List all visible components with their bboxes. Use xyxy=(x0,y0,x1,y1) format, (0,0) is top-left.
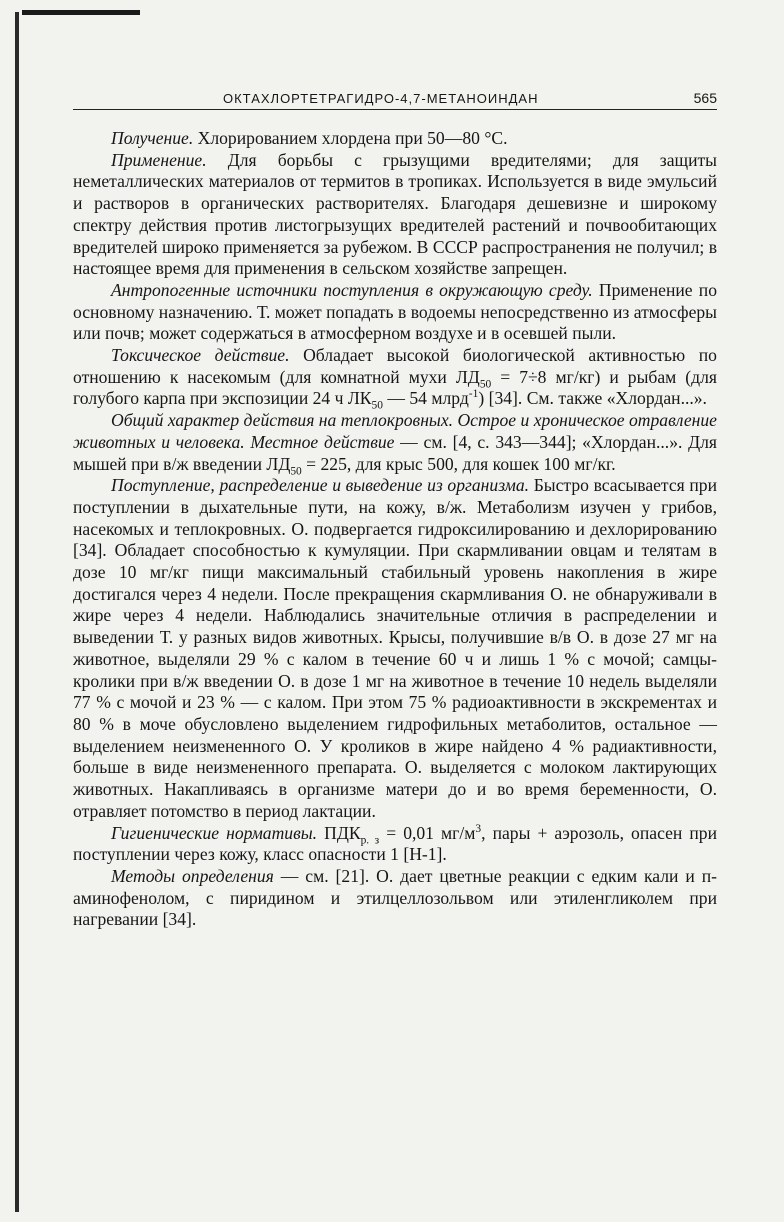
running-title: ОКТАХЛОРТЕТРАГИДРО-4,7-МЕТАНОИНДАН xyxy=(223,91,539,106)
page-binding-edge xyxy=(15,12,19,1212)
book-page xyxy=(73,90,717,931)
paragraph-anthropogenic-sources: Антропогенные источники поступления в окружающую среду. Применение по основному назначению. Т. может попадать в водоемы непосредственно из атмосферы или почв; может содержаться в атмосферном воздухе и в осевшей пыли. xyxy=(73,279,718,344)
paragraph-hygiene-norms: Гигиенические нормативы. $ПДК_{р. з} = 0,01$ $мг/м^3$, пары + аэрозоль, опасен при поступлении через кожу, класс опасности 1 [Н-1]. xyxy=(73,822,717,865)
section-heading: Общий характер действия на теплокровных. Острое и хроническое отравление животных и человека. Местное действие xyxy=(73,410,717,452)
section-heading: Поступление, распределение и выведение из организма. xyxy=(111,475,530,496)
scan-edge-mark xyxy=(22,10,140,15)
section-heading: Антропогенные источники поступления в окружающую среду. xyxy=(111,279,593,300)
paragraph-methods: Методы определения — см. [21]. О. дает цветные реакции с едким кали и п-аминофенолом, с пиридином и этилцеллозольвом или этиленгликолем при нагревании [34]. xyxy=(73,865,717,930)
paragraph-general-character: Общий характер действия на теплокровных. Острое и хроническое отравление животных и человека. Местное действие — см. [4, с. 343—344]; «Хлордан...». Для мышей при в/ж введении $ЛД_{50} = 225$, для крыс 500, для кошек 100 мг/кг. xyxy=(73,410,717,478)
section-heading: Применение. xyxy=(111,149,207,170)
page-number: 565 xyxy=(693,90,717,106)
paragraph-distribution: Поступление, распределение и выведение из организма. Быстро всасывается при поступлении в дыхательные пути, на кожу, в/ж. Метаболизм изучен у грибов, насекомых и теплокровных. О. подвергается гидроксилированию и дехлорированию [34]. Обладает способностью к кумуляции. При скармливании овцам и телятам в дозе 10 мг/кг пищи максимальный стабильный уровень накопления в жире достигался через 4 недели. После прекращения скармливания О. не обнаруживали в жире через 4 недели. Наблюдались значительные отличия в распределении и выведении Т. у разных видов животных. Крысы, получившие в/в О. в дозе 27 мг на животное, выделяли 29 % с калом в течение 60 ч и лишь 1 % с мочой; самцы-кролики при в/ж введении О. в дозе 1 мг на животное в течение 10 недель выделяли 77 % с мочой и 23 % — с калом. При этом 75 % радиоактивности в экскрементах и 80 % в моче обусловлено выделением гидрофильных метаболитов, остальное — выделением неизмененного О. У кроликов в жире найдено 4 % радиактивности, больше в виде неизмененного препарата. О. выделяется с молоком лактирующих животных. Накапливаясь в организме матери до и во время беременности, О. отравляет потомство в период лактации. xyxy=(73,475,718,821)
paragraph-production: Получение. Хлорированием хлордена при 50—80 °С. xyxy=(111,128,508,148)
paragraph-toxic-action: Токсическое действие. Обладает высокой биологической активностью по отношению к насекомым (для комнатной мухи $ЛД_{50} = 7\div 8$ мг/кг) и рыбам (для голубого карпа при экспозиции 24 ч $ЛК_{50}$ — 54 млрд$^{-1}$) [34]. См. также «Хлордан...». xyxy=(73,345,717,412)
paragraph-application: Применение. Для борьбы с грызущими вредителями; для защиты неметаллических материалов от термитов в тропиках. Используется в виде эмульсий и растворов в органических растворителях. Благодаря дешевизне и широкому спектру действия против листогрызущих вредителей растений и почвообитающих вредителей широко применяется за рубежом. В СССР распространения не получил; в настоящее время для применения в сельском хозяйстве запрещен. xyxy=(73,149,717,279)
section-heading: Гигиенические нормативы. xyxy=(111,822,318,843)
article-body xyxy=(73,128,717,931)
section-heading: Получение. xyxy=(111,128,194,148)
running-header xyxy=(73,90,717,110)
section-heading: Методы определения xyxy=(111,865,274,886)
section-heading: Токсическое действие. xyxy=(111,345,290,366)
